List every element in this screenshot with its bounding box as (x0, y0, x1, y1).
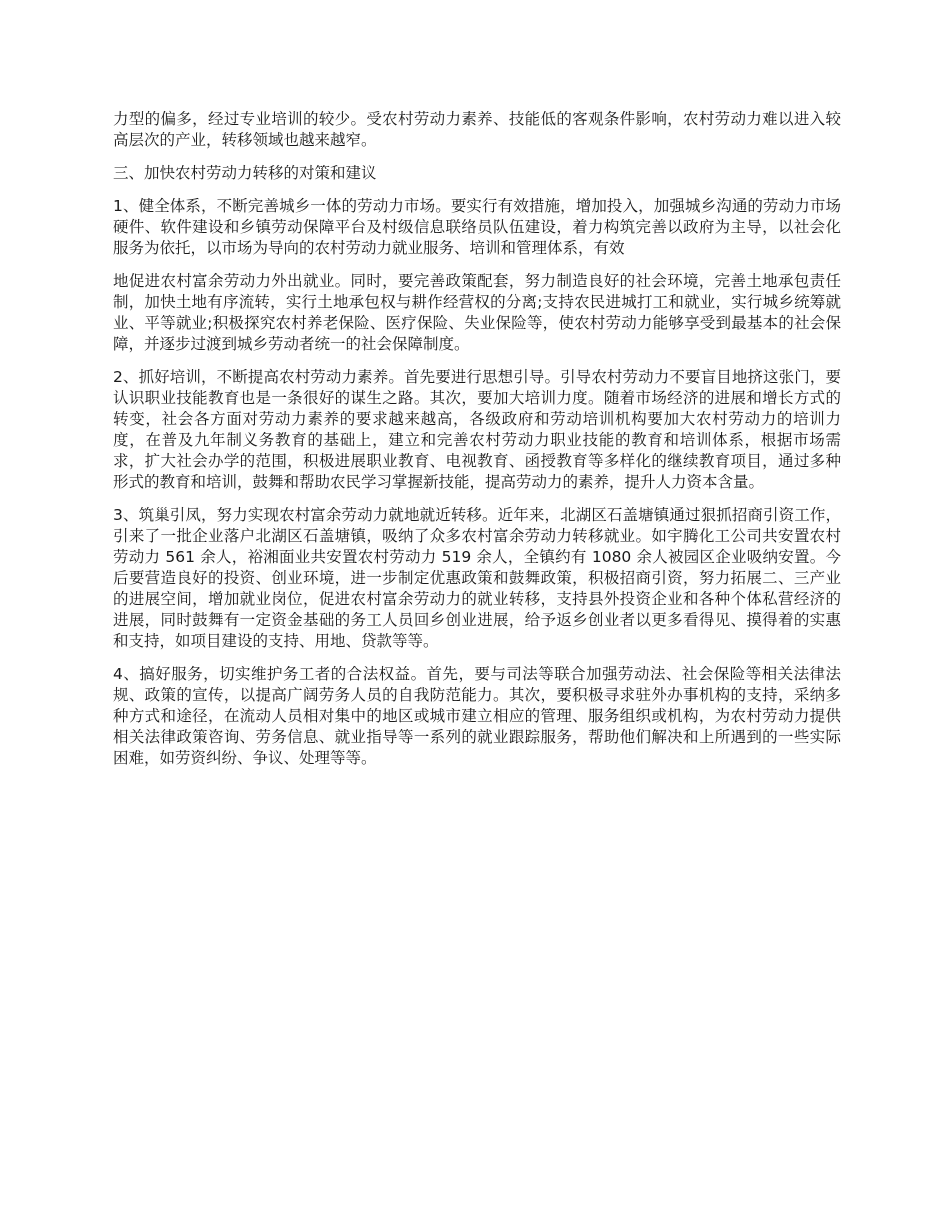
paragraph-item-3: 3、筑巢引凤，努力实现农村富余劳动力就地就近转移。近年来，北湖区石盖塘镇通过狠抓招商引资工作，引来了一批企业落户北湖区石盖塘镇，吸纳了众多农村富余劳动力转移就业。如宇腾化工公司共安置农村劳动力 561 余人，裕湘面业共安置农村劳动力 519 余人，全镇约有 1080 余人被园区企业吸纳安置。今后要营造良好的投资、创业环境，进一步制定优惠政策和鼓舞政策，积极招商引资，努力拓展二、三产业的进展空间，增加就业岗位，促进农村富余劳动力的就业转移，支持县外投资企业和各种个体私营经济的进展，同时鼓舞有一定资金基础的务工人员回乡创业进展，给予返乡创业者以更多看得见、摸得着的实惠和支持，如项目建设的支持、用地、贷款等等。 (113, 506, 841, 650)
paragraph-continuation: 力型的偏多，经过专业培训的较少。受农村劳动力素养、技能低的客观条件影响，农村劳动力难以进入较高层次的产业，转移领域也越来越窄。 (113, 110, 841, 149)
paragraph-item-4: 4、搞好服务，切实维护务工者的合法权益。首先，要与司法等联合加强劳动法、社会保险等相关法律法规、政策的宣传，以提高广阔劳务人员的自我防范能力。其次，要积极寻求驻外办事机构的支持，采纳多种方式和途径，在流动人员相对集中的地区或城市建立相应的管理、服务组织或机构，为农村劳动力提供相关法律政策咨询、劳务信息、就业指导等一系列的就业跟踪服务，帮助他们解决和上所遇到的一些实际困难，如劳资纠纷、争议、处理等等。 (113, 665, 841, 767)
document-body (113, 109, 841, 781)
paragraph-item-1-continued: 地促进农村富余劳动力外出就业。同时，要完善政策配套，努力制造良好的社会环境，完善土地承包责任制，加快土地有序流转，实行土地承包权与耕作经营权的分离;支持农民进城打工和就业，实行城乡统筹就业、平等就业;积极探究农村养老保险、医疗保险、失业保险等，使农村劳动力能够享受到最基本的社会保障，并逐步过渡到城乡劳动者统一的社会保障制度。 (113, 272, 841, 353)
section-heading: 三、加快农村劳动力转移的对策和建议 (113, 164, 377, 182)
paragraph-item-2: 2、抓好培训，不断提高农村劳动力素养。首先要进行思想引导。引导农村劳动力不要盲目地挤这张门，要认识职业技能教育也是一条很好的谋生之路。其次，要加大培训力度。随着市场经济的进展和增长方式的转变，社会各方面对劳动力素养的要求越来越高，各级政府和劳动培训机构要加大农村劳动力的培训力度，在普及九年制义务教育的基础上，建立和完善农村劳动力职业技能的教育和培训体系，根据市场需求，扩大社会办学的范围，积极进展职业教育、电视教育、函授教育等多样化的继续教育项目，通过多种形式的教育和培训，鼓舞和帮助农民学习掌握新技能，提高劳动力的素养，提升人力资本含量。 (113, 368, 841, 491)
paragraph-item-1: 1、健全体系，不断完善城乡一体的劳动力市场。要实行有效措施，增加投入，加强城乡沟通的劳动力市场硬件、软件建设和乡镇劳动保障平台及村级信息联络员队伍建设，着力构筑完善以政府为主导，以社会化服务为依托，以市场为导向的农村劳动力就业服务、培训和管理体系，有效 (113, 197, 841, 257)
